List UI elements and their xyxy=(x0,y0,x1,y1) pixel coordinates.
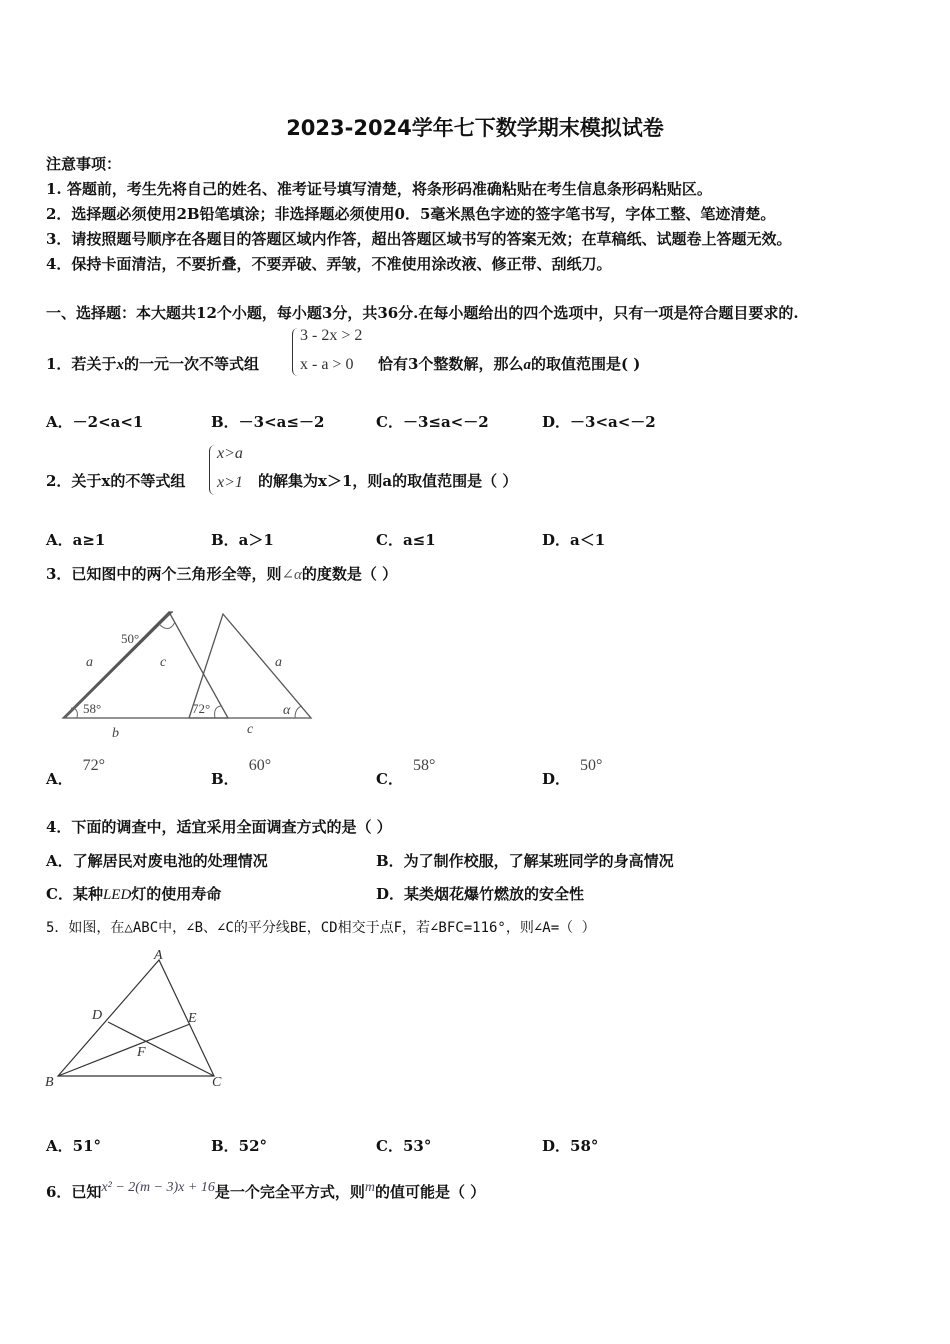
q1-option-c: C．－3≤a<－2 xyxy=(376,413,489,431)
q5-option-d: D．58° xyxy=(542,1137,599,1155)
q5-label-b: B xyxy=(45,1075,54,1090)
q3-option-b-letter: B． xyxy=(211,770,239,788)
q6-stem xyxy=(46,1181,485,1202)
q6-suffix: 的值可能是（ ） xyxy=(374,1183,486,1201)
q3-option-b xyxy=(211,757,272,789)
q3-suffix: 的度数是（ ） xyxy=(301,565,398,583)
notice-item-4: 4．保持卡面清洁，不要折叠，不要弄破、弄皱，不准使用涂改液、修正带、刮纸刀。 xyxy=(46,255,612,273)
q5-option-c: C．53° xyxy=(376,1137,432,1155)
q3-fig2-label-right: a xyxy=(275,655,282,670)
q3-option-d-letter: D． xyxy=(542,770,571,788)
notice-item-2: 2．选择题必须使用2B铅笔填涂；非选择题必须使用0．5毫米黑色字迹的签字笔书写，字体工整、笔迹清楚。 xyxy=(46,205,776,223)
notice-heading: 注意事项： xyxy=(46,155,122,173)
q4-stem: 4．下面的调查中，适宜采用全面调查方式的是（ ） xyxy=(46,818,392,836)
q3-stem xyxy=(46,563,397,584)
q3-option-d xyxy=(542,757,603,789)
q4-option-a: A．了解居民对废电池的处理情况 xyxy=(46,852,268,870)
q6-mid: 是一个完全平方式，则 xyxy=(214,1183,365,1201)
q5-label-d: D xyxy=(92,1008,103,1023)
q3-fig1-label-top: 50° xyxy=(121,631,140,646)
q2-option-b: B．a＞1 xyxy=(211,531,274,549)
q2-suffix: 的解集为x＞1，则a的取值范围是（ ） xyxy=(258,472,518,490)
q1-suffix1: 恰有3个整数解，那么 xyxy=(378,355,524,373)
q3-fig1-label-right: c xyxy=(160,655,167,670)
q2-system-brace xyxy=(209,445,216,495)
q4-option-b: B．为了制作校服，了解某班同学的身高情况 xyxy=(376,852,674,870)
q4-option-c-suffix: 灯的使用寿命 xyxy=(131,885,222,903)
page-title: 2023-2024学年七下数学期末模拟试卷 xyxy=(286,116,664,140)
q6-prefix: 6．已知 xyxy=(46,1183,102,1201)
q6-expression: x² − 2(m − 3)x + 16 xyxy=(101,1180,215,1195)
notice-item-3: 3．请按照题号顺序在各题目的答题区域内作答，超出答题区域书写的答案无效；在草稿纸、试题卷上答题无效。 xyxy=(46,230,792,248)
q3-angle: ∠α xyxy=(281,567,302,583)
q1-system-line1: 3 - 2x > 2 xyxy=(300,327,363,344)
q3-prefix: 3．已知图中的两个三角形全等，则 xyxy=(46,565,282,583)
q4-option-d: D．某类烟花爆竹燃放的安全性 xyxy=(376,885,585,903)
q1-var-a: a xyxy=(523,357,531,373)
q3-figure-triangles xyxy=(55,600,320,740)
q4-option-c xyxy=(46,883,221,904)
q1-option-a: A．－2<a<1 xyxy=(46,413,144,431)
q3-option-a xyxy=(46,757,106,789)
q3-option-c-value: 58° xyxy=(412,757,436,774)
q2-system-line1: x>a xyxy=(217,445,243,462)
q1-option-b: B．－3<a≤－2 xyxy=(211,413,325,431)
q5-label-c: C xyxy=(212,1075,222,1090)
q6-var-m: m xyxy=(364,1180,375,1195)
q2-option-a: A．a≥1 xyxy=(46,531,106,549)
q5-figure-triangle xyxy=(40,945,240,1095)
q5-label-e: E xyxy=(188,1011,197,1026)
q2-prefix: 2．关于x的不等式组 xyxy=(46,472,186,490)
q3-option-c-letter: C． xyxy=(376,770,403,788)
section-heading: 一、选择题：本大题共12个小题，每小题3分，共36分.在每小题给出的四个选项中，只有一项是符合题目要求的. xyxy=(46,304,799,322)
q2-option-c: C．a≤1 xyxy=(376,531,436,549)
q2-option-d: D．a＜1 xyxy=(542,531,606,549)
q1-stem-suffix xyxy=(378,353,640,374)
q3-option-c xyxy=(376,757,436,789)
q3-option-d-value: 50° xyxy=(580,757,603,774)
q1-mid: 的一元一次不等式组 xyxy=(123,355,259,373)
q3-option-a-value: 72° xyxy=(82,757,106,774)
q5-option-b: B．52° xyxy=(211,1137,268,1155)
q3-triangle-2 xyxy=(189,614,311,737)
q4-option-c-prefix: C．某种 xyxy=(46,885,103,903)
q5-stem: 5．如图，在△ABC中，∠B、∠C的平分线BE，CD相交于点F，若∠BFC=116°，则∠A=（ ） xyxy=(46,920,596,936)
q4-option-c-led: LED xyxy=(102,887,132,903)
q3-fig1-label-br: 72° xyxy=(192,701,211,716)
q1-system-line2: x - a > 0 xyxy=(300,356,354,373)
q3-fig2-label-bottom: c xyxy=(247,722,254,737)
q1-prefix: 1．若关于 xyxy=(46,355,117,373)
q2-system-line2: x>1 xyxy=(217,474,243,491)
q5-label-a: A xyxy=(154,948,163,963)
notice-item-1: 1. 答题前，考生先将自己的姓名、准考证号填写清楚，将条形码准确粘贴在考生信息条形码粘贴区。 xyxy=(46,180,712,198)
q1-option-d: D．－3<a<－2 xyxy=(542,413,656,431)
q3-option-a-letter: A． xyxy=(46,770,73,788)
q1-var-x: x xyxy=(116,357,124,373)
q1-suffix2: 的取值范围是( ) xyxy=(530,355,641,373)
q5-label-f: F xyxy=(137,1045,146,1060)
q3-fig1-label-left: a xyxy=(86,655,93,670)
q3-option-b-value: 60° xyxy=(248,757,272,774)
q1-system-brace xyxy=(292,328,299,376)
q1-stem xyxy=(46,353,259,374)
q3-fig1-label-bl: 58° xyxy=(83,701,102,716)
q3-fig1-label-bottom: b xyxy=(112,726,119,740)
q3-fig2-label-alpha: α xyxy=(283,703,291,718)
q5-option-a: A．51° xyxy=(46,1137,102,1155)
